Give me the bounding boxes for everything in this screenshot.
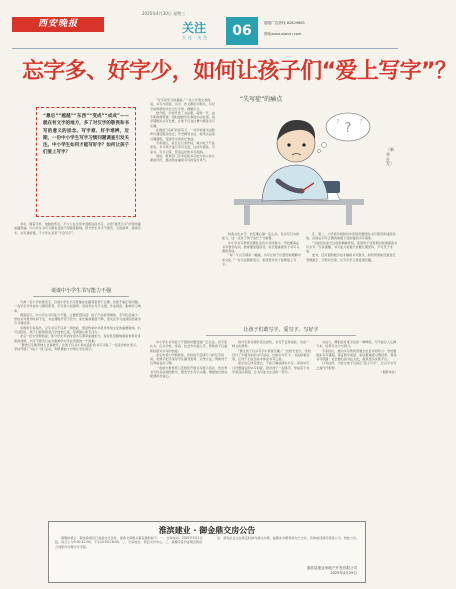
- subheading-right-rule: [206, 335, 356, 336]
- cartoon-caption: “失写症”的痛点: [240, 96, 283, 103]
- article-body-col1: 多年，随着手机、电脑的普及，不少人在生活中逐渐远离书写，以致“提笔忘字”的现象越来越普遍。中小学生书写习惯也受到不同程度影响，部分学生写字不规范、字迹潦草、错别字多，书写速度慢，不少学生甚至“不会写字”。: [14, 222, 141, 235]
- page-number-badge: 06: [226, 17, 258, 45]
- article-body-col4: 孔、第二，小学高年级和初中阶段需要强化书写规范和速度训练，在保证书写正确的前提下逐步提高书写速度。 “当前有些家长过度依赖辅导班，希望孩子在短期内快速提高书写水平。”专家提醒，书写能力的提升需要长期坚持，不可急于求成。 此外，还可借助数字技术辅助书写教学，如利用智能设备进行笔顺演示、字形对比等，让写字学习更直观有趣。: [306, 232, 398, 262]
- section-subtitle: 关注·关注: [182, 35, 210, 40]
- notice-sig-company: 淮滨县建业房地产开发有限公司: [306, 566, 357, 570]
- contact-hotline: 德报广告热线 82629661: [264, 21, 305, 25]
- notice-sig-date: 2025年4月29日: [330, 571, 357, 575]
- contact-website: 网址www.xiancn.com: [264, 32, 302, 36]
- svg-text:?: ?: [359, 118, 363, 126]
- cartoon-credit: （新华社发）: [386, 147, 394, 167]
- masthead-rule: [12, 48, 398, 49]
- svg-text:?: ?: [336, 118, 340, 126]
- notice-signature: [307, 566, 357, 576]
- subheading-left-rule: [33, 296, 129, 297]
- section-title: 关注: [182, 21, 207, 35]
- notice-title: 淮滨建业 · 御金鼎交房公告: [158, 526, 256, 535]
- date-line: 2025年4月30日 星期三: [142, 11, 186, 16]
- article-body-col1-lower: 天津一名小学老师表示，目前小学生书写普遍存在握笔姿势不正确、坐姿不端正等问题。一些学生写作业时习惯用铅笔，字写得小而潦草；有的学生写字太慢，作业拖沓，影响学习效率。 调查显示，中小学生书写能力不强，主要原因包括：电子产品使用增加，手写机会减少；学校书写教学时间不足，书法课程开设不充分；家长重视程度不够，更关注学习成绩而忽视书写习惯培养。 有教育专家指出，汉字书写不只是一项技能，更是传承中华优秀传统文化的重要载体。书写过程中，孩子们能够感受汉字结构之美，培养耐心和专注力。 北京一位中学教师说，部分学生考试时因书写潦草而被扣分，有时甚至影响阅卷老师对答案的判断，书写不规范已成为影响学生学业表现的一个因素。 “要把写字教育纳入日常教学，让孩子们从小养成良好的书写习惯。”一位受访校长表示，学校开展了“每日一练”活动，利用课前十分钟让学生练字。: [14, 300, 141, 352]
- lede-quote-box: “最后”“越越”“东西”“变成”“成成”——就在有文字的地方，多了对汉字的敬畏和书写的意义的挂念。写字难、好字难辨，近期，一份中小学生写字习惯问题调查引发关注。中小学生如何才能写好字？如何让孩子们爱上写字？: [36, 107, 136, 217]
- article-body-col2: “写字是学习的基础。”一位小学语文老师说，书写与阅读、识字、作文都密切相关，写好字能够帮助学生记忆字形、理解字义。 她介绍，学校开设了书法课，每周一节，由专职教师授课；同时鼓励学生参加书法社团，每学期组织书写比赛，让孩子们在比赛中感受书写乐趣。 在推进“双减”的背景下，一些学校将书法教育与课后服务结合，开设硬笔书法、软笔书法等兴趣课程，受到学生和家长欢迎。 专家建议，家长应以身作则，减少电子产品使用，多与孩子进行手写交流，比如写便条、写家书、写日记等，营造良好的书写氛围。 同时，教育部门可考虑将书写能力纳入综合素质评价，推动形成重视书写的良好风气。: [150, 98, 215, 163]
- subheading-left-text: 谈谈中小学生书写能力不强: [50, 288, 111, 294]
- cartoon-illustration: [224, 103, 384, 227]
- article-body-lower-c: 书法大，哪怕好好练字也是一种修炼，写字能让人心静下来，培养专注力与毅力。 专家指出，推动书写教育需要全社会共同努力：学校要落实书写课程，保证教学质量；家庭要重视习惯培养，营造书写氛围；社会要弘扬书法文化，提供更多实践平台。 只有这样，才能让孩子们真正“爱上写字”，让汉字书写之美代代相传。 （据新华社）: [316, 340, 398, 375]
- subheading-left: [26, 287, 136, 297]
- notice-box: [48, 521, 366, 583]
- subheading-right: [176, 326, 386, 336]
- article-body-col3: 较高文化水平，而还要心静一定心态。有书写行为的能力，这一点对于孩子成长十分重要。 中小学书写教育需要社会各方共同参与。学校要保证书写教学时间，教师要加强指导，家长要重视孩子书写习惯的养成。 “每一个汉字都是一幅画，书写让孩子们更好地理解中华文化。”一位书法教师表示，希望更多孩子能够爱上写字。: [222, 232, 301, 267]
- svg-text:?: ?: [344, 121, 352, 136]
- logo: 西安晚报: [12, 17, 104, 32]
- notice-body-right: 注：请各位业主在规定时间内前往办理，逾期未办理者视为已交付。咨询电话请见项目公示。特此公告。: [217, 536, 360, 540]
- article-body-lower-b: 校外专家对现状表达担忧，书写不仅是技能，也是一种文化修养。 “要让孩子们从写字中获得乐趣。”一位校长表示，学校设计了丰富多彩的书写活动，比如书写打卡、书法故事会等，让孩子们在活动中体会书写之美。 家长也应改变观念，不能只重成绩轻书写。家庭中可以设置固定的书写时间，陪伴孩子一起练字，形成亲子共学的良好氛围，让书写成为生活的一部分。: [232, 340, 311, 375]
- headline: 忘字多、好字少，如何让孩子们“爱上写字”？: [22, 59, 456, 84]
- article-body-lower-a: 中小学生书写能力不强的问题受到广泛关注。有专家认为，应从学校、家庭、社会多方面入手，帮助孩子们重新拾起对书写的热爱。 北京市某小学教师说，学校每天安排专门的写字时间，老师手把手指导学生握笔姿势、运笔方法，帮助孩子们养成良好习惯。 一些地方教育部门还组织开展书写展示活动，把优秀书写作品在校园展出，激发学生写字兴趣，增强他们的成就感和自信心。: [150, 340, 228, 379]
- notice-body-left: 尊敬的業主：御金鼎项目已具备交付条件，现将交房相关事宜通知如下：一、交房时间：2025年5月1日起，每日上午9:00-12:00，下午14:30-18:00。二、交房地点：项目交付中心。三、请携带身份证明及购房合同原件办理交付手续。: [55, 536, 203, 549]
- subheading-right-text: 让孩子们敢写字、爱写字、写好字: [243, 327, 319, 333]
